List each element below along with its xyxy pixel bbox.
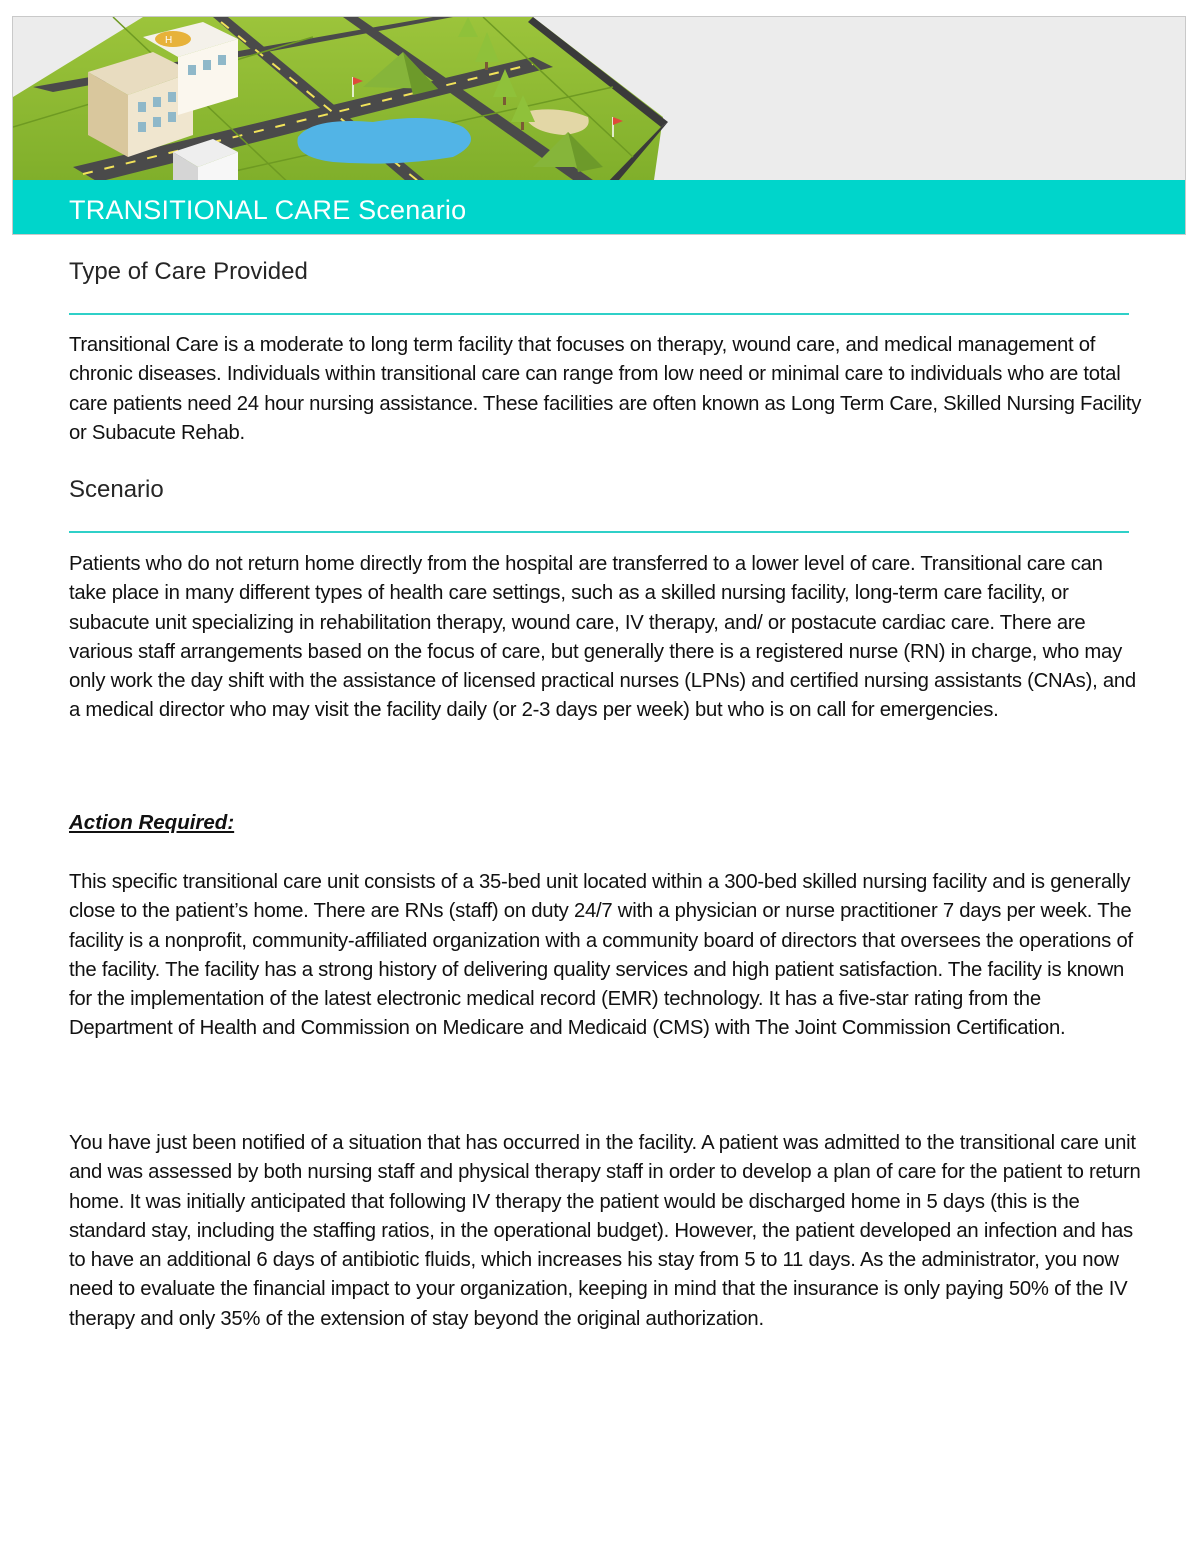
action-required-label: Action Required: bbox=[69, 811, 235, 834]
action-paragraph-situation: You have just been notified of a situation that has occurred in the facility. A patient was admitted to the transitional care unit and was assessed by both nursing staff and physical therapy staff in order to develop a plan of care for the patient to return home. It was initially anticipated that following IV therapy the patient would be discharged home in 5 days (this is the standard stay, including the staffing ratios, in the operational budget). However, the patient developed an infection and has to have an additional 6 days of antibiotic fluids, which increases his stay from 5 to 11 days. As the administrator, you now need to evaluate the financial impact to your organization, keeping in mind that the insurance is only paying 50% of the IV therapy and only 35% of the extension of stay beyond the original authorization. bbox=[69, 1132, 1141, 1330]
section-divider bbox=[69, 313, 1129, 315]
title-bar bbox=[13, 180, 1185, 235]
section-heading-type-of-care: Type of Care Provided bbox=[69, 258, 308, 285]
svg-text:H: H bbox=[165, 35, 173, 46]
page-title: TRANSITIONAL CARE Scenario bbox=[69, 195, 467, 225]
section-divider bbox=[69, 531, 1129, 533]
type-of-care-paragraph: Transitional Care is a moderate to long term facility that focuses on therapy, wound care, and medical management of chronic diseases. Individuals within transitional care can range from low need or minimal care to individuals who are total care patients need 24 hour nursing assistance. These facilities are often known as Long Term Care, Skilled Nursing Facility or Subacute Rehab. bbox=[69, 334, 1142, 444]
header-banner bbox=[12, 16, 1186, 235]
action-paragraph-facility: This specific transitional care unit consists of a 35-bed unit located within a 300-bed skilled nursing facility and is generally close to the patient’s home. There are RNs (staff) on duty 24/7 with a physician or nurse practitioner 7 days per week. The facility is a nonprofit, community-affiliated organization with a community board of directors that oversees the operations of the facility. The facility has a strong history of delivering quality services and high patient satisfaction. The facility is known for the implementation of the latest electronic medical record (EMR) technology. It has a five-star rating from the Department of Health and Commission on Medicare and Medicaid (CMS) with The Joint Commission Certification. bbox=[69, 871, 1133, 1040]
scenario-paragraph: Patients who do not return home directly from the hospital are transferred to a lower level of care. Transitional care can take place in many different types of health care settings, such as a skilled nursing facility, long-term care facility, or subacute unit specializing in rehabilitation therapy, wound care, IV therapy, and/ or postacute cardiac care. There are various staff arrangements based on the focus of care, but generally there is a registered nurse (RN) in charge, who may only work the day shift with the assistance of licensed practical nurses (LPNs) and certified nursing assistants (CNAs), and a medical director who may visit the facility daily (or 2-3 days per week) but who is on call for emergencies. bbox=[69, 553, 1136, 722]
isometric-town-illustration bbox=[13, 17, 1186, 187]
section-heading-scenario: Scenario bbox=[69, 476, 164, 503]
